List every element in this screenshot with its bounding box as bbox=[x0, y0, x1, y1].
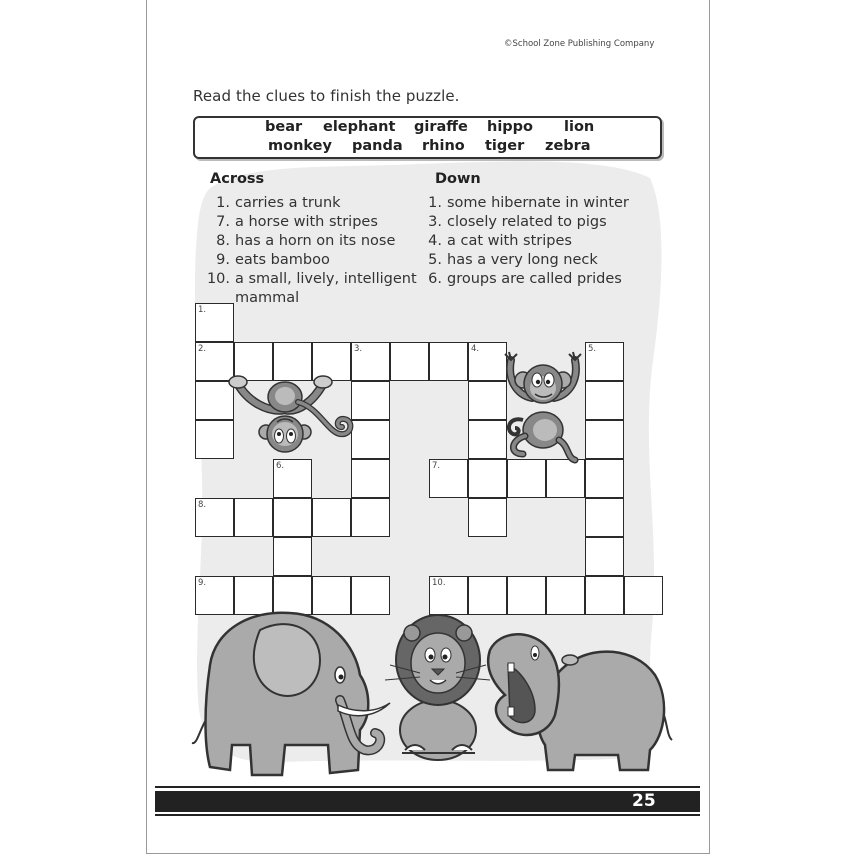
crossword-cell[interactable] bbox=[351, 498, 390, 537]
down-clue-3: 3. closely related to pigs bbox=[428, 214, 607, 230]
cell-number-label: 5. bbox=[588, 344, 597, 354]
across-clue-10-cont: mammal bbox=[235, 290, 300, 306]
across-heading: Across bbox=[210, 171, 265, 187]
word-monkey: monkey bbox=[268, 138, 332, 154]
cell-number-label: 2. bbox=[198, 344, 207, 354]
down-clue-4: 4. a cat with stripes bbox=[428, 233, 572, 249]
word-elephant: elephant bbox=[323, 119, 396, 135]
lion-illustration bbox=[385, 615, 490, 760]
cell-number-label: 7. bbox=[432, 461, 441, 471]
page-number: 25 bbox=[632, 791, 656, 811]
crossword-cell[interactable] bbox=[429, 342, 468, 381]
crossword-cell[interactable] bbox=[273, 459, 312, 498]
across-clue-8: 8. has a horn on its nose bbox=[216, 233, 396, 249]
cell-number-label: 8. bbox=[198, 500, 207, 510]
crossword-cell[interactable] bbox=[234, 498, 273, 537]
crossword-cell[interactable] bbox=[585, 420, 624, 459]
across-clue-10: 10. a small, lively, intelligent bbox=[206, 271, 417, 287]
hippo-illustration bbox=[488, 634, 672, 770]
word-bank bbox=[193, 116, 662, 159]
word-lion: lion bbox=[564, 119, 595, 135]
word-zebra: zebra bbox=[545, 138, 591, 154]
word-hippo: hippo bbox=[487, 119, 534, 135]
climbing-monkey-illustration bbox=[497, 350, 589, 465]
word-giraffe: giraffe bbox=[414, 119, 468, 135]
word-panda: panda bbox=[352, 138, 403, 154]
down-heading: Down bbox=[435, 171, 481, 187]
down-clue-1: 1. some hibernate in winter bbox=[428, 195, 629, 211]
instruction-text: Read the clues to finish the puzzle. bbox=[193, 87, 460, 105]
crossword-cell[interactable] bbox=[195, 303, 234, 342]
hanging-monkey-illustration bbox=[228, 372, 358, 462]
word-tiger: tiger bbox=[485, 138, 525, 154]
crossword-cell[interactable] bbox=[312, 498, 351, 537]
cell-number-label: 1. bbox=[198, 305, 207, 315]
down-clue-6: 6. groups are called prides bbox=[428, 271, 622, 287]
crossword-cell[interactable] bbox=[585, 459, 624, 498]
cell-number-label: 6. bbox=[276, 461, 285, 471]
crossword-cell[interactable] bbox=[585, 342, 624, 381]
across-clue-7: 7. a horse with stripes bbox=[216, 214, 378, 230]
crossword-cell[interactable] bbox=[195, 498, 234, 537]
elephant-illustration bbox=[192, 613, 390, 775]
copyright-notice: ©School Zone Publishing Company bbox=[504, 39, 655, 49]
footer-rule-bottom bbox=[155, 814, 700, 816]
cell-number-label: 3. bbox=[354, 344, 363, 354]
crossword-cell[interactable] bbox=[585, 498, 624, 537]
cell-number-label: 4. bbox=[471, 344, 480, 354]
footer-rule-top bbox=[155, 786, 700, 788]
crossword-cell[interactable] bbox=[390, 342, 429, 381]
footer-bar bbox=[155, 791, 700, 812]
across-clue-1: 1. carries a trunk bbox=[216, 195, 341, 211]
word-bear: bear bbox=[265, 119, 303, 135]
crossword-cell[interactable] bbox=[468, 498, 507, 537]
crossword-cell[interactable] bbox=[351, 459, 390, 498]
crossword-cell[interactable] bbox=[585, 381, 624, 420]
across-clue-9: 9. eats bamboo bbox=[216, 252, 330, 268]
animals-illustration bbox=[190, 605, 675, 785]
down-clue-5: 5. has a very long neck bbox=[428, 252, 598, 268]
crossword-cell[interactable] bbox=[429, 459, 468, 498]
cell-number-label: 9. bbox=[198, 578, 207, 588]
cell-number-label: 10. bbox=[432, 578, 446, 588]
crossword-cell[interactable] bbox=[585, 537, 624, 576]
word-rhino: rhino bbox=[422, 138, 465, 154]
crossword-cell[interactable] bbox=[273, 537, 312, 576]
crossword-cell[interactable] bbox=[273, 498, 312, 537]
